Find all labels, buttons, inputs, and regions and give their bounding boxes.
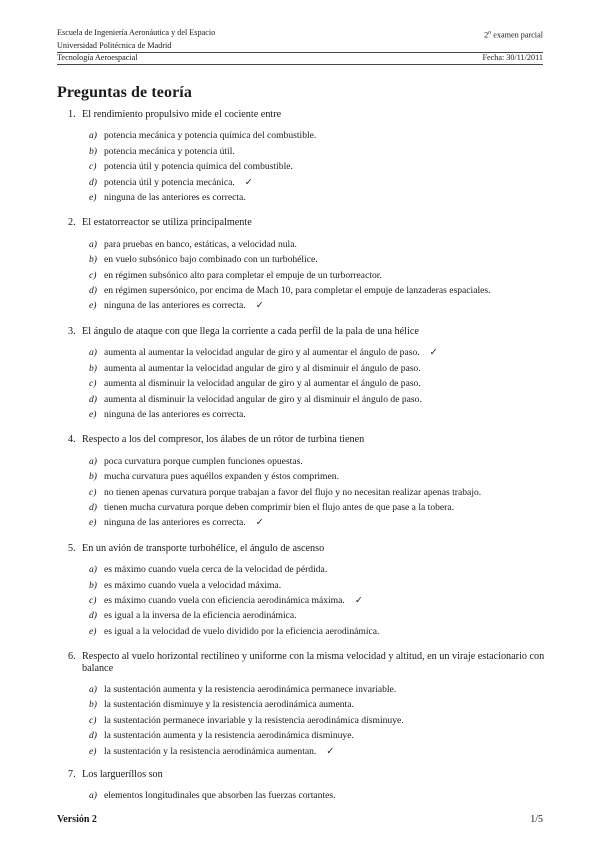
- question-prompt: Respecto al vuelo horizontal rectilíneo y uniforme con la misma velocidad y altitud, en un viraje estacionario con balance: [82, 651, 545, 674]
- option-letter: b): [89, 579, 97, 591]
- option-text: en régimen supersónico, por encima de Mach 10, para completar el empuje de lanzaderas espaciales.: [104, 285, 491, 297]
- option-list: [57, 562, 547, 639]
- option-item: [57, 593, 547, 608]
- option-text: ninguna de las anteriores es correcta.: [104, 517, 246, 529]
- checkmark-icon: ✓: [429, 347, 438, 359]
- option-item: [57, 624, 547, 639]
- checkmark-icon: ✓: [354, 594, 363, 606]
- option-item: [57, 298, 547, 313]
- option-item: [57, 454, 547, 469]
- option-letter: e): [89, 408, 97, 420]
- exam-label: 2$^o$ examen parcial: [484, 30, 543, 40]
- question-prompt: El ángulo de ataque con que llega la corriente a cada perfil de la pala de una hélice: [82, 325, 419, 337]
- option-text: la sustentación aumenta y la resistencia aerodinámica disminuye.: [104, 730, 354, 742]
- option-letter: c): [89, 594, 97, 606]
- option-item: [57, 788, 547, 803]
- university-name: Universidad Politécnica de Madrid: [57, 41, 172, 51]
- question-number: 3.: [68, 325, 76, 337]
- option-letter: a): [89, 684, 97, 695]
- option-item: [57, 392, 547, 407]
- question-prompt: El estatorreactor se utiliza principalmente: [82, 217, 252, 229]
- option-text: potencia mecánica y potencia útil.: [104, 145, 235, 157]
- option-item: [57, 175, 547, 190]
- option-text: la sustentación y la resistencia aerodinámica aumentan.: [104, 745, 317, 757]
- option-text: es máximo cuando vuela con eficiencia aerodinámica máxima.: [104, 594, 345, 606]
- option-list: [57, 345, 547, 422]
- option-letter: b): [89, 145, 97, 157]
- question-prompt: En un avión de transporte turbohélice, el ángulo de ascenso: [82, 542, 325, 554]
- option-letter: c): [89, 378, 97, 390]
- option-item: [57, 283, 547, 298]
- option-text: para pruebas en banco, estáticas, a velocidad nula.: [104, 238, 297, 250]
- option-text: aumenta al disminuir la velocidad angular de giro y al disminuir el ángulo de paso.: [104, 393, 422, 405]
- option-text: ninguna de las anteriores es correcta.: [104, 300, 246, 312]
- question-text: [57, 109, 547, 120]
- option-text: potencia útil y potencia química del combustible.: [104, 161, 293, 173]
- option-item: [57, 485, 547, 500]
- option-letter: b): [89, 471, 97, 483]
- question-number: 2.: [68, 217, 76, 229]
- question-prompt: El rendimiento propulsivo mide el cociente entre: [82, 109, 282, 120]
- version-label: Versión 2: [57, 814, 97, 825]
- question-text: [57, 434, 547, 445]
- option-letter: c): [89, 269, 97, 281]
- option-letter: d): [89, 501, 97, 513]
- question-4: [57, 434, 547, 530]
- option-item: [57, 500, 547, 515]
- option-list: [57, 128, 547, 205]
- option-item: [57, 190, 547, 205]
- option-text: es máximo cuando vuela a velocidad máxima.: [104, 579, 282, 591]
- option-text: potencia mecánica y potencia química del combustible.: [104, 130, 317, 142]
- option-item: [57, 268, 547, 283]
- school-name: Escuela de Ingeniería Aeronáutica y del Espacio: [57, 28, 216, 37]
- option-letter: d): [89, 610, 97, 622]
- option-text: poca curvatura porque cumplen funciones opuestas.: [104, 455, 303, 467]
- option-letter: d): [89, 730, 97, 742]
- option-item: [57, 237, 547, 252]
- option-text: elementos longitudinales que absorben las fuerzas cortantes.: [104, 790, 336, 802]
- option-letter: b): [89, 699, 97, 711]
- option-text: en régimen subsónico alto para completar el empuje de un turborreactor.: [104, 269, 382, 281]
- option-item: [57, 697, 547, 712]
- question-number: 6.: [68, 651, 76, 663]
- option-letter: b): [89, 254, 97, 266]
- option-text: es igual a la velocidad de vuelo dividido por la eficiencia aerodinámica.: [104, 625, 380, 637]
- question-2: [57, 217, 547, 313]
- option-letter: a): [89, 455, 97, 467]
- option-letter: b): [89, 362, 97, 374]
- course-name: Tecnología Aeroespacial: [57, 53, 138, 63]
- option-letter: a): [89, 790, 97, 802]
- option-letter: e): [89, 625, 97, 637]
- option-text: aumenta al aumentar la velocidad angular de giro y al disminuir el ángulo de paso.: [104, 362, 421, 374]
- option-list: [57, 237, 547, 314]
- option-letter: c): [89, 486, 97, 498]
- question-1: [57, 109, 547, 205]
- option-item: [57, 252, 547, 267]
- option-text: tienen mucha curvatura porque deben comprimir bien el flujo antes de que pase a la tobera.: [104, 501, 455, 513]
- page-footer: [57, 814, 543, 825]
- option-text: ninguna de las anteriores es correcta.: [104, 408, 246, 420]
- option-item: [57, 128, 547, 143]
- option-item: [57, 144, 547, 159]
- question-number: 5.: [68, 542, 76, 554]
- question-text: [57, 651, 547, 674]
- option-text: en vuelo subsónico bajo combinado con un turbohélice.: [104, 254, 318, 266]
- option-letter: e): [89, 192, 97, 204]
- option-text: aumenta al disminuir la velocidad angular de giro y al aumentar el ángulo de paso.: [104, 378, 421, 390]
- option-item: [57, 682, 547, 697]
- option-letter: e): [89, 517, 97, 529]
- option-item: [57, 345, 547, 360]
- option-text: la sustentación disminuye y la resistencia aerodinámica aumenta.: [104, 699, 354, 711]
- question-text: [57, 326, 547, 337]
- option-item: [57, 376, 547, 391]
- option-text: es máximo cuando vuela cerca de la velocidad de pérdida.: [104, 564, 328, 576]
- option-list: [57, 682, 547, 759]
- question-6: [57, 651, 547, 759]
- question-list: [57, 109, 547, 804]
- question-7: [57, 769, 547, 804]
- question-5: [57, 543, 547, 639]
- option-item: [57, 608, 547, 623]
- option-item: [57, 407, 547, 422]
- option-item: [57, 578, 547, 593]
- option-letter: e): [89, 745, 97, 757]
- question-text: [57, 769, 547, 780]
- option-item: [57, 562, 547, 577]
- option-text: ninguna de las anteriores es correcta.: [104, 192, 246, 204]
- option-text: no tienen apenas curvatura porque trabajan a favor del flujo y no necesitan realizar apenas trabajo.: [104, 486, 482, 498]
- option-list: [57, 454, 547, 531]
- option-letter: c): [89, 161, 97, 173]
- option-item: [57, 515, 547, 530]
- option-letter: a): [89, 347, 97, 359]
- option-item: [57, 728, 547, 743]
- option-letter: c): [89, 714, 97, 726]
- option-text: mucha curvatura pues aquéllos expanden y éstos comprimen.: [104, 471, 339, 483]
- exam-date: Fecha: 30/11/2011: [482, 53, 543, 63]
- option-letter: a): [89, 130, 97, 142]
- question-text: [57, 217, 547, 228]
- option-letter: a): [89, 238, 97, 250]
- page-header: [57, 28, 543, 65]
- page-number: 1/5: [530, 814, 543, 825]
- section-title: Preguntas de teoría: [57, 84, 192, 101]
- question-number: 4.: [68, 434, 76, 446]
- option-item: [57, 744, 547, 759]
- checkmark-icon: ✓: [244, 176, 253, 188]
- question-number: 7.: [68, 769, 76, 781]
- option-item: [57, 469, 547, 484]
- option-text: aumenta al aumentar la velocidad angular de giro y al aumentar el ángulo de paso.: [104, 347, 420, 359]
- option-list: [57, 788, 547, 803]
- option-item: [57, 159, 547, 174]
- option-text: es igual a la inversa de la eficiencia aerodinámica.: [104, 610, 297, 622]
- option-text: potencia útil y potencia mecánica.: [104, 176, 235, 188]
- option-letter: d): [89, 285, 97, 297]
- question-prompt: Los largueríllos son: [82, 769, 163, 781]
- option-item: [57, 713, 547, 728]
- option-text: la sustentación permanece invariable y la resistencia aerodinámica disminuye.: [104, 714, 404, 726]
- option-letter: d): [89, 393, 97, 405]
- option-letter: e): [89, 300, 97, 312]
- checkmark-icon: ✓: [255, 517, 264, 529]
- option-text: la sustentación aumenta y la resistencia aerodinámica permanece invariable.: [104, 684, 397, 695]
- option-item: [57, 361, 547, 376]
- question-number: 1.: [68, 109, 76, 120]
- question-prompt: Respecto a los del compresor, los álabes de un rótor de turbina tienen: [82, 434, 365, 446]
- checkmark-icon: ✓: [255, 300, 264, 312]
- question-3: [57, 326, 547, 422]
- header-rule-bottom: [57, 64, 543, 65]
- option-letter: a): [89, 564, 97, 576]
- option-letter: d): [89, 176, 97, 188]
- checkmark-icon: ✓: [326, 745, 335, 757]
- question-text: [57, 543, 547, 554]
